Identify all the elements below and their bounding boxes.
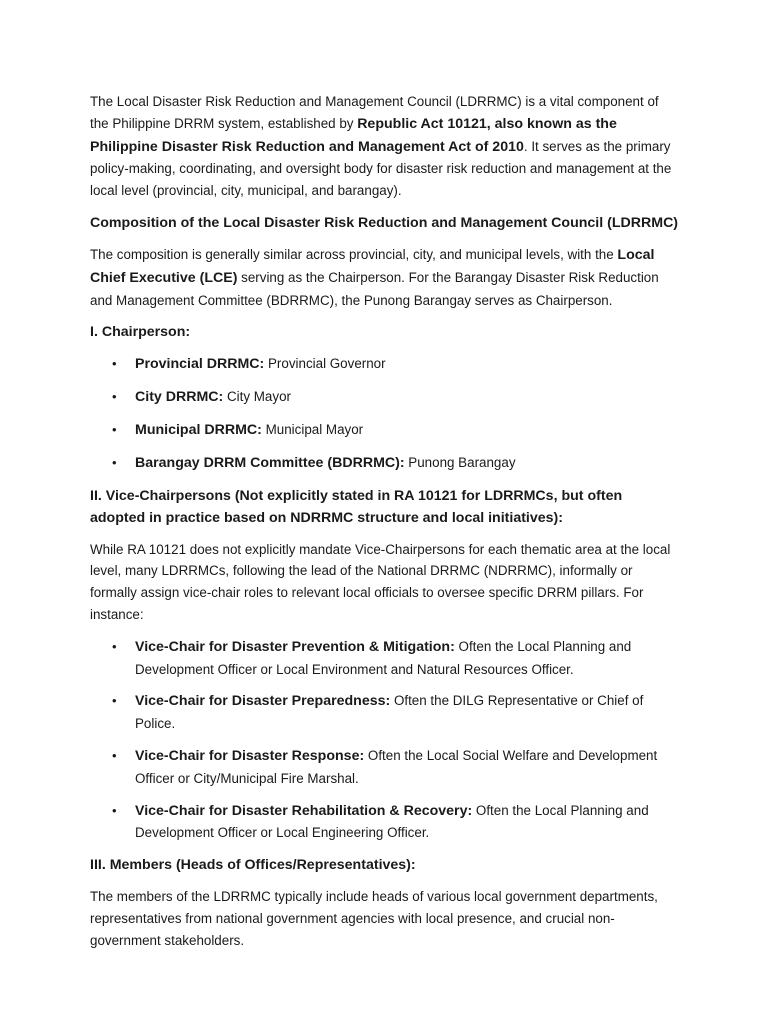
- composition-text-1: The composition is generally similar across provincial, city, and municipal levels, with the: [90, 246, 618, 262]
- list-item-text: City Mayor: [223, 389, 291, 405]
- composition-bold-lce: Local Chief Executive (LCE): [90, 246, 655, 286]
- list-item-text: Often the DILG Representative or Chief of Police.: [135, 693, 644, 732]
- list-item: [90, 745, 680, 790]
- composition-paragraph: [90, 244, 680, 311]
- list-item: [90, 386, 680, 409]
- vice-chair-heading: II. Vice-Chairpersons (Not explicitly stated in RA 10121 for LDRRMCs, but often adopted in practice based on NDRRMC structure and local initiatives):: [90, 487, 623, 526]
- list-item-text: Often the Local Social Welfare and Development Officer or City/Municipal Fire Marshal.: [135, 747, 658, 786]
- list-item-text: Punong Barangay: [404, 454, 516, 470]
- list-item-label: City DRRMC:: [135, 389, 224, 406]
- composition-heading: Composition of the Local Disaster Risk Reduction and Management Council (LDRRMC): [90, 214, 679, 231]
- list-item-text: Often the Local Planning and Development Officer or Local Environment and Natural Resources Officer.: [135, 638, 632, 677]
- list-item-label: Vice-Chair for Disaster Prevention & Mitigation:: [135, 638, 455, 655]
- vice-chair-intro: While RA 10121 does not explicitly mandate Vice-Chairpersons for each thematic area at the local level, many LDRRMCs, following the lead of the National DRRMC (NDRRMC), informally or formally assign vice-chair roles to relevant local officials to oversee specific DRRM pillars. For instance:: [90, 541, 671, 622]
- list-item: [90, 690, 680, 735]
- document-page: [90, 91, 680, 952]
- list-item-label: Barangay DRRM Committee (BDRRMC):: [135, 454, 405, 471]
- composition-text-2: serving as the Chairperson. For the Barangay Disaster Risk Reduction and Management Committee (BDRRMC), the Punong Barangay serves as Chairperson.: [90, 269, 659, 308]
- list-item-text: Municipal Mayor: [261, 421, 364, 437]
- chairperson-heading: I. Chairperson:: [90, 324, 191, 341]
- list-item-label: Vice-Chair for Disaster Preparedness:: [135, 693, 391, 710]
- list-item-text: Often the Local Planning and Development Officer or Local Engineering Officer.: [135, 802, 649, 841]
- intro-text-1: The Local Disaster Risk Reduction and Management Council (LDRRMC) is a vital component of the Philippine DRRM system, established by: [90, 94, 659, 131]
- intro-bold-ra10121: Republic Act 10121, also known as the Philippine Disaster Risk Reduction and Management Act of 2010: [90, 115, 617, 155]
- list-item: [90, 636, 680, 681]
- vice-chair-list: [90, 636, 680, 844]
- members-paragraph: The members of the LDRRMC typically include heads of various local government departments, representatives from national government agencies with local presence, and crucial non-government stakeholders.: [90, 889, 658, 948]
- intro-text-2: . It serves as the primary policy-making, coordinating, and oversight body for disaster risk reduction and management at the local level (provincial, city, municipal, and barangay).: [90, 138, 672, 199]
- list-item-text: Provincial Governor: [264, 356, 386, 372]
- list-item: [90, 353, 680, 376]
- list-item-label: Vice-Chair for Disaster Response:: [135, 747, 365, 764]
- list-item: [90, 800, 680, 845]
- list-item: [90, 419, 680, 442]
- list-item-label: Municipal DRRMC:: [135, 421, 262, 438]
- chairperson-list: [90, 353, 680, 474]
- intro-paragraph: [90, 91, 680, 202]
- list-item-label: Vice-Chair for Disaster Rehabilitation & Recovery:: [135, 802, 473, 819]
- list-item-label: Provincial DRRMC:: [135, 356, 265, 373]
- list-item: [90, 452, 680, 475]
- members-heading: III. Members (Heads of Offices/Representatives):: [90, 857, 416, 874]
